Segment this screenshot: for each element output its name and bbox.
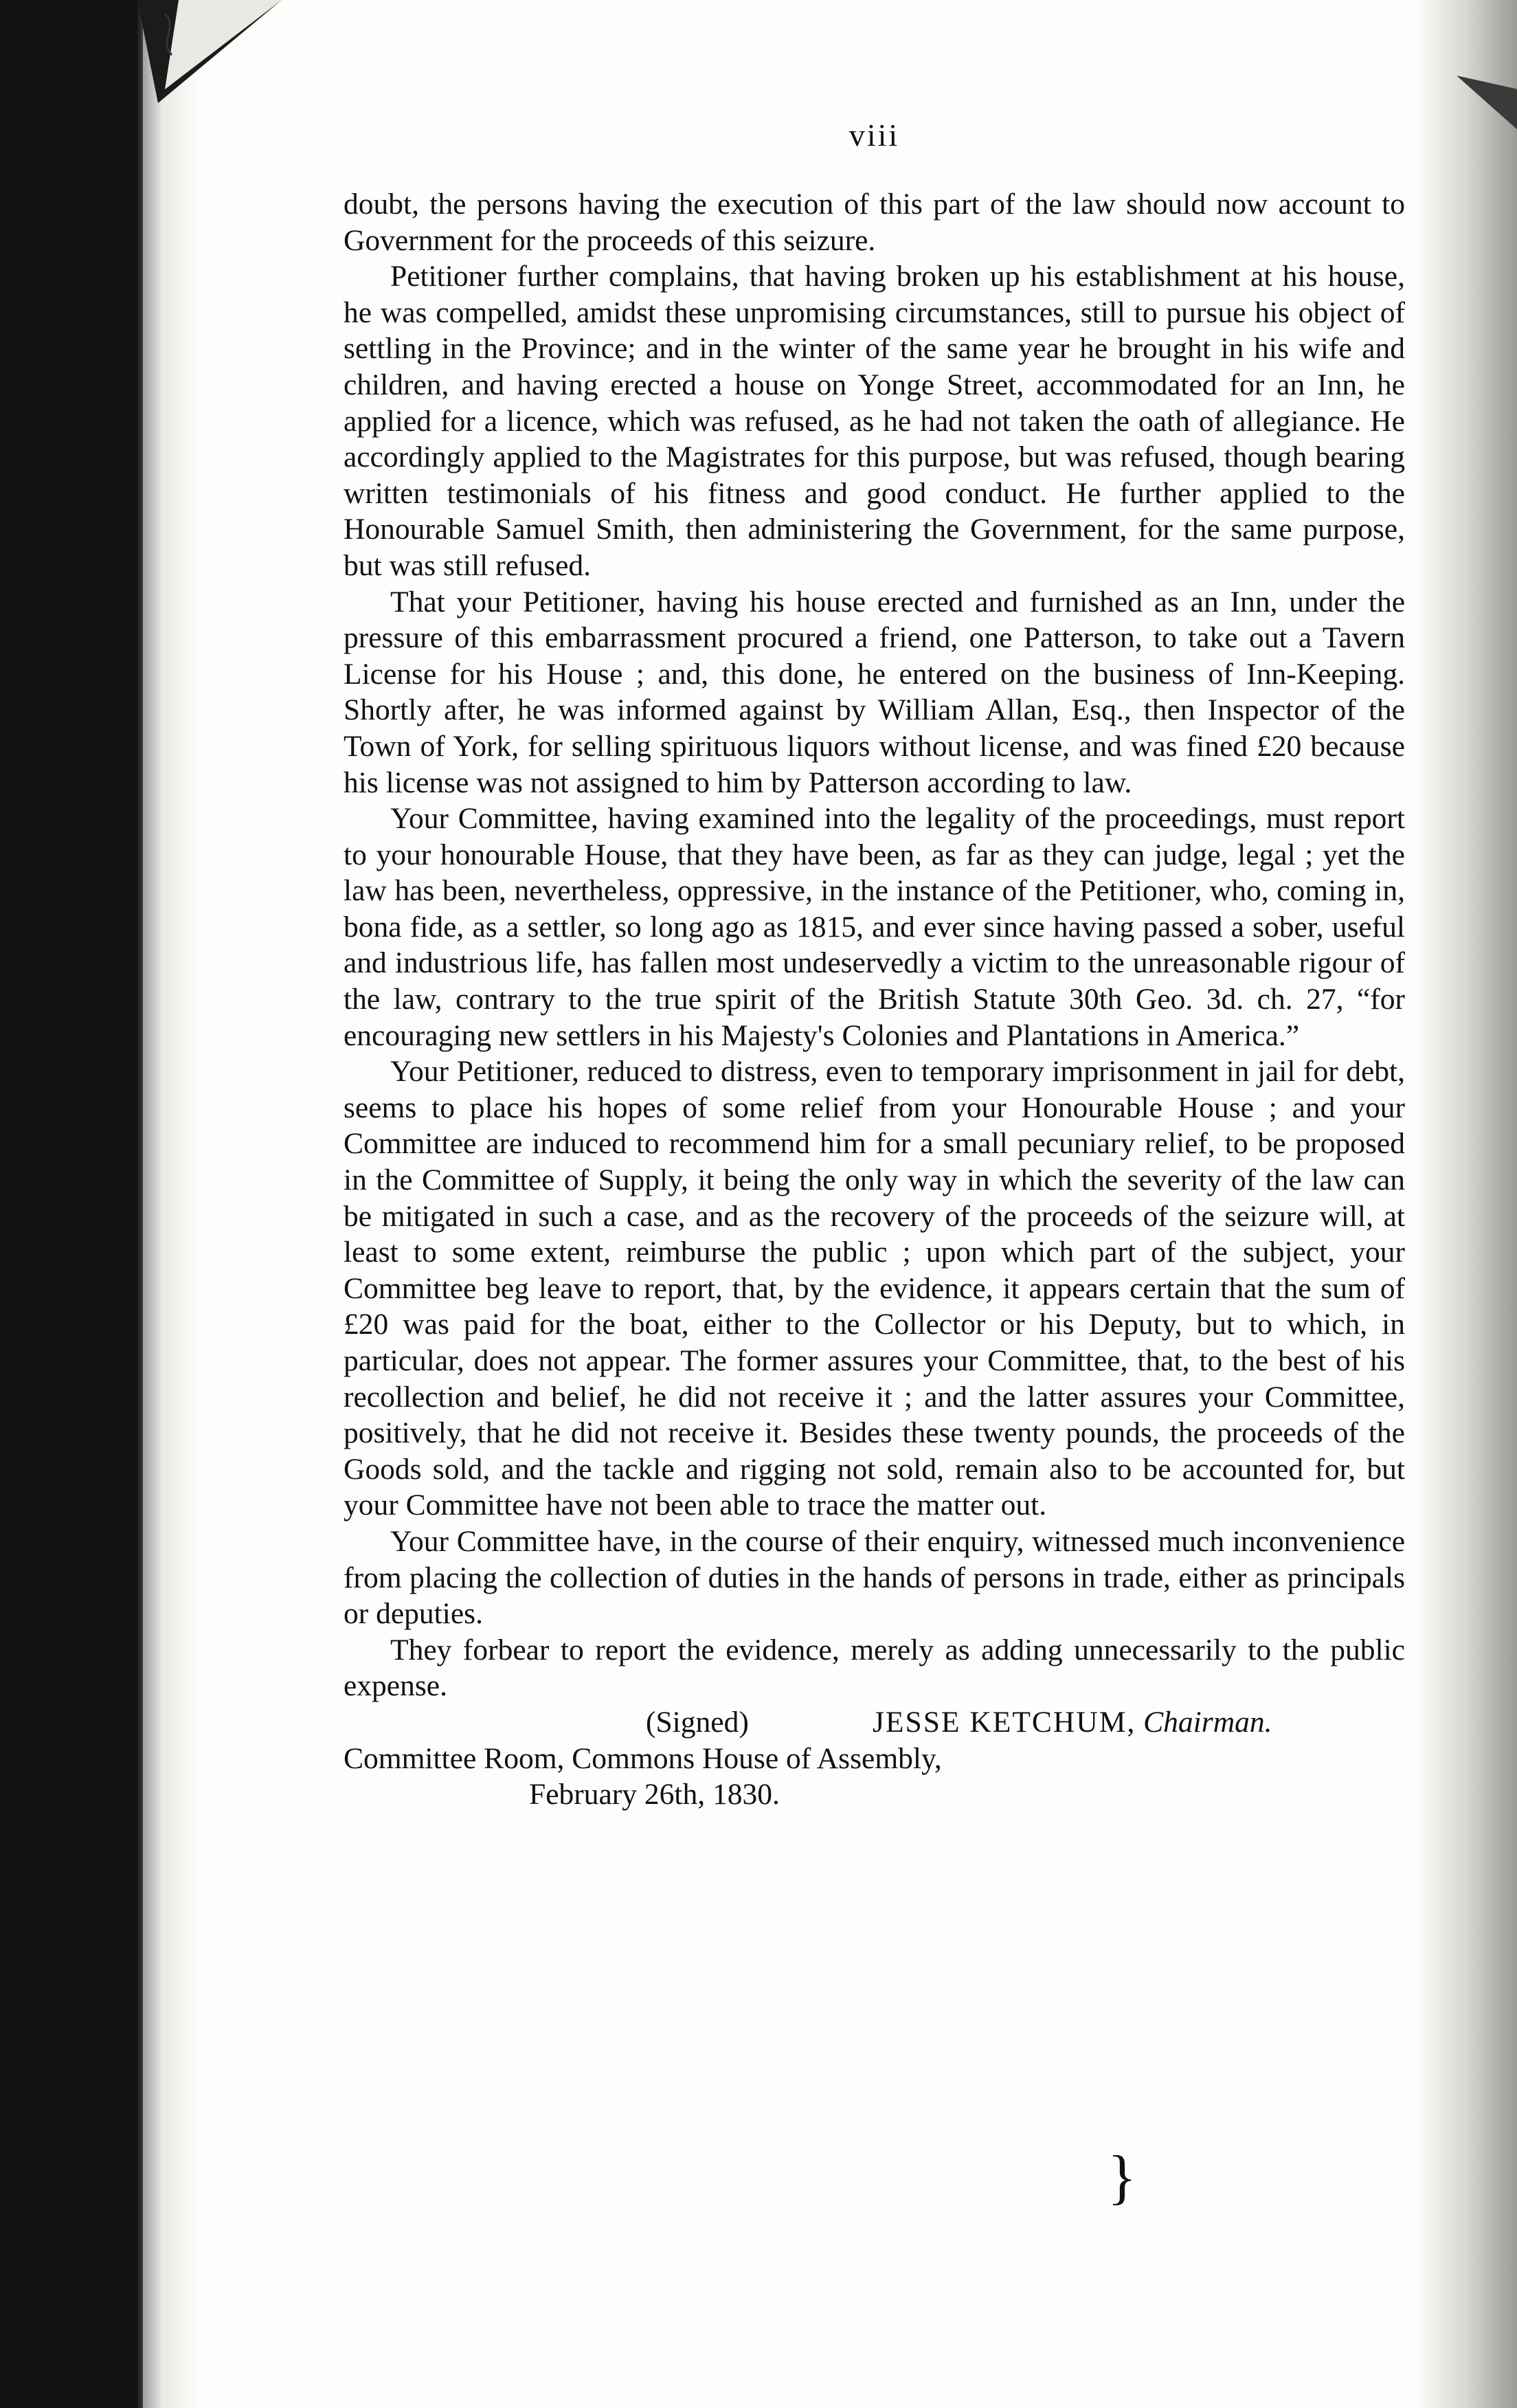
paragraph-1: doubt, the persons having the execution of this part of the law should now account to Government for the proceeds of this seizure. bbox=[344, 188, 1405, 257]
page-right-edge bbox=[1415, 0, 1517, 2408]
paragraph-4: Your Committee, having examined into the legality of the proceedings, must report to your honourable House, that they have been, as far as they can judge, legal ; yet the law has been, nevertheless, oppressive, in the instance of the Petitioner, who, coming in, bona fide, as a settler, so long ago as 1815, and ever since having passed a sober, useful and industrious life, has fallen most undeservedly a victim to the unreasonable rigour of the law, contrary to the true spirit of the British Statute 30th Geo. 3d. ch. 27, “for encouraging new settlers in his Majesty's Colonies and Plantations in America.” bbox=[344, 802, 1405, 1052]
document-text bbox=[344, 117, 1405, 1813]
signature-line bbox=[344, 1704, 1405, 1741]
paragraph-2: Petitioner further complains, that having broken up his establishment at his house, he was compelled, amidst these unpromising circumstances, still to pursue his object of settling in the Province; and in the winter of the same year he brought in his wife and children, and having erected a house on Yonge Street, accommodated for an Inn, he applied for a licence, which was refused, as he had not taken the oath of allegiance. He accordingly applied to the Magistrates for this purpose, but was refused, though bearing written testimonials of his fitness and good conduct. He further applied to the Honourable Samuel Smith, then administering the Government, for the same purpose, but was still refused. bbox=[344, 260, 1405, 582]
curly-brace-mark: } bbox=[1108, 2144, 1137, 2211]
page-number: viii bbox=[849, 118, 900, 153]
page-right-fold bbox=[1457, 76, 1517, 131]
paragraph-5: Your Petitioner, reduced to distress, even to temporary imprisonment in jail for debt, seems to place his hopes of some relief from your Honourable House ; and your Committee are induced to recommend him for a small pecuniary relief, to be proposed in the Committee of Supply, it being the only way in which the severity of the law can be mitigated in such a case, and as the recovery of the proceeds of the seizure will, at least to some extent, reimburse the public ; upon which part of the subject, your Committee beg leave to report, that, by the evidence, it appears certain that the sum of £20 was paid for the boat, either to the Collector or his Deputy, but to which, in particular, does not appear. The former assures your Committee, that, to the best of his recollection and belief, he did not receive it ; and the latter assures your Committee, positively, that he did not receive it. Besides these twenty pounds, the proceeds of the Goods sold, and the tackle and rigging not sold, remain also to be accounted for, but your Committee have not been able to trace the matter out. bbox=[344, 1055, 1405, 1522]
date-line: February 26th, 1830. bbox=[529, 1778, 780, 1811]
page-corner-fold bbox=[137, 0, 282, 103]
signed-label: (Signed) bbox=[646, 1705, 749, 1739]
page-left-shadow bbox=[137, 0, 199, 2408]
signatory-name: JESSE KETCHUM, bbox=[873, 1705, 1136, 1739]
paragraph-7: They forbear to report the evidence, merely as adding unnecessarily to the public expense. bbox=[344, 1633, 1405, 1703]
paragraph-6: Your Committee have, in the course of their enquiry, witnessed much inconvenience from placing the collection of duties in the hands of persons in trade, either as principals or deputies. bbox=[344, 1524, 1405, 1631]
place-line: Committee Room, Commons House of Assembly, bbox=[344, 1741, 942, 1775]
paragraph-3: That your Petitioner, having his house erected and furnished as an Inn, under the pressure of this embarrassment procured a friend, one Patterson, to take out a Tavern License for his House ; and, this done, he entered on the business of Inn-Keeping. Shortly after, he was informed against by William Allan, Esq., then Inspector of the Town of York, for selling spirituous liquors without license, and was fined £20 because his license was not assigned to him by Patterson according to law. bbox=[344, 585, 1405, 799]
signatory-role: Chairman. bbox=[1143, 1705, 1272, 1739]
